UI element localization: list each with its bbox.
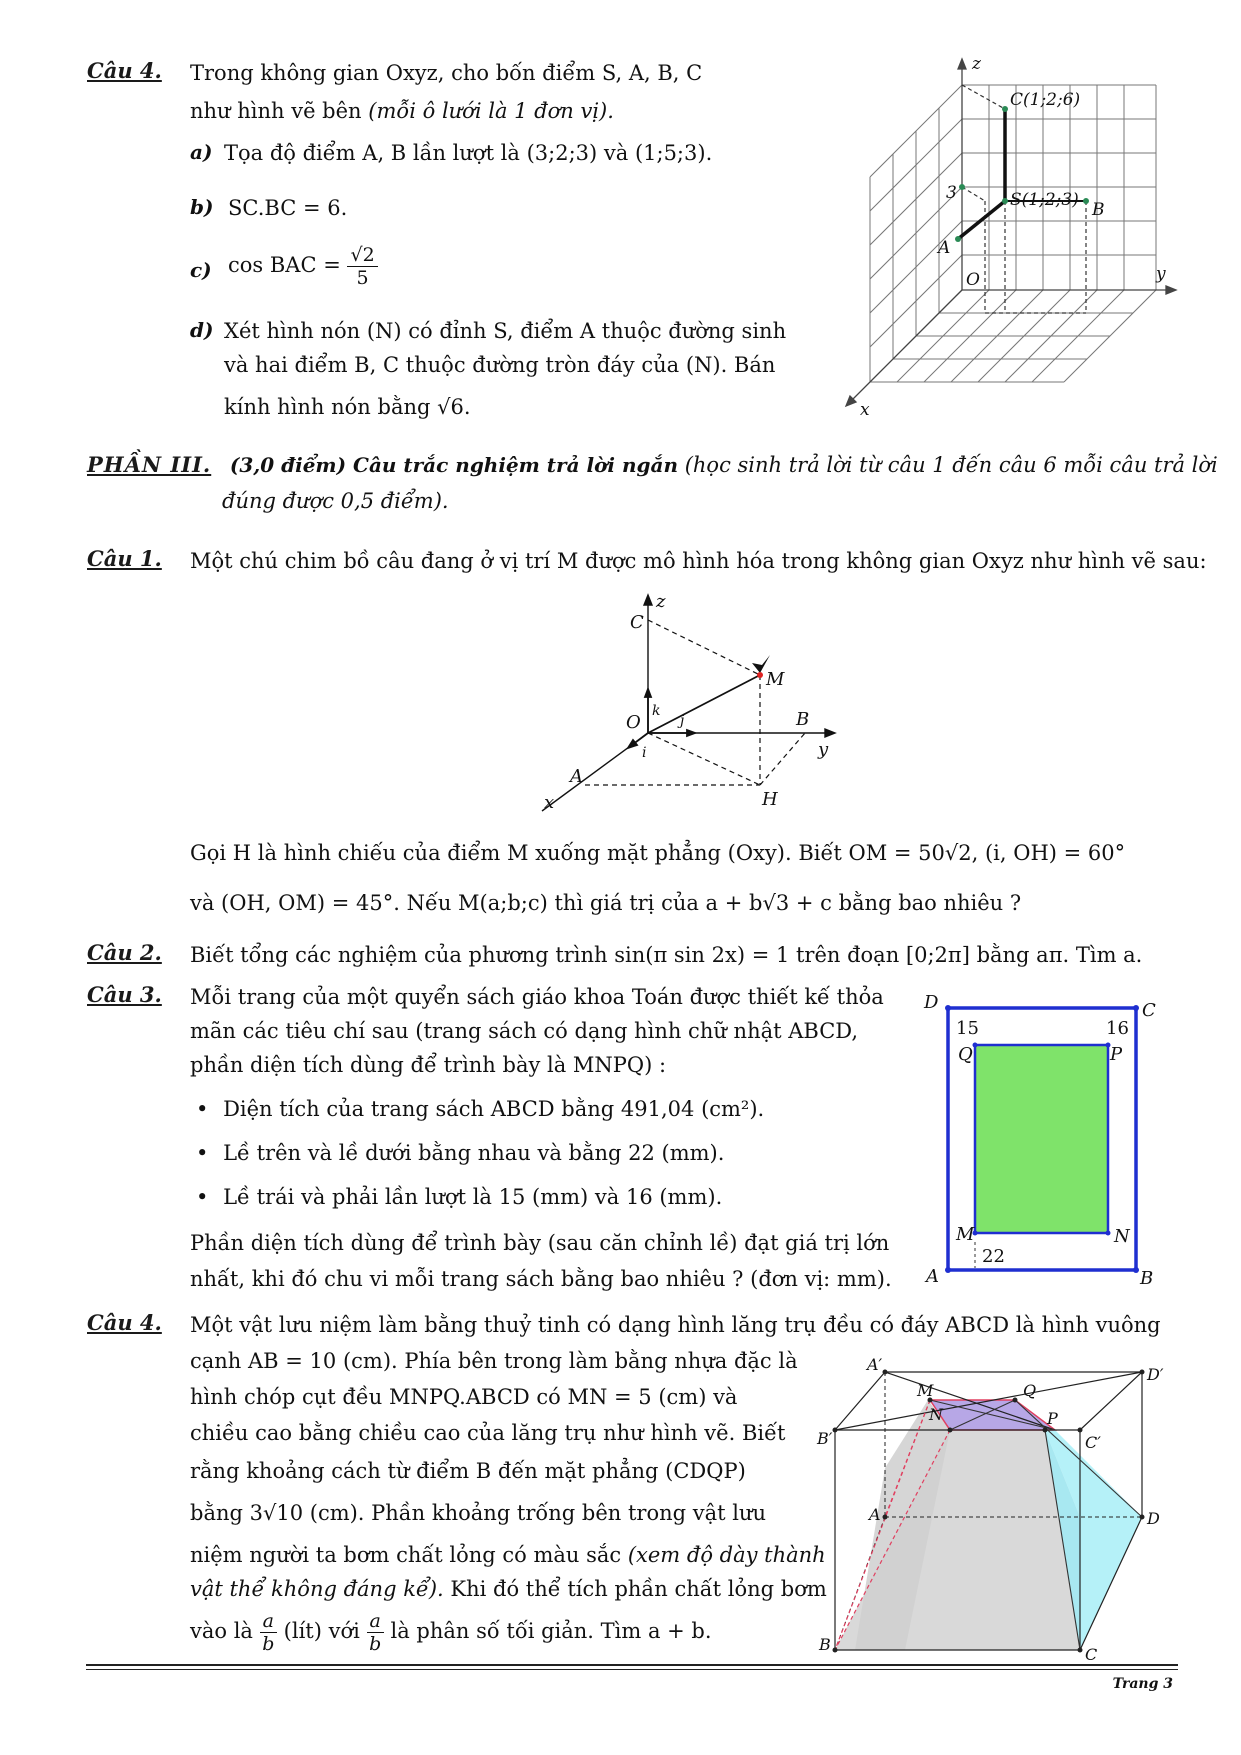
bullet-item: • Lề trái và phải lần lượt là 15 (mm) và 16 (mm). [196, 1185, 723, 1209]
question-text-line3: hình chóp cụt đều MNPQ.ABCD có MN = 5 (cm) và [190, 1385, 738, 1409]
vertex-c1-label: C′ [1085, 1433, 1101, 1452]
point-m-label: M [766, 669, 785, 690]
question-text-line2: mãn các tiêu chí sau (trang sách có dạng hình chữ nhật ABCD, [190, 1019, 859, 1043]
axis-z-label: z [656, 591, 666, 612]
question-text-line5: nhất, khi đó chu vi mỗi trang sách bằng bao nhiêu ? (đơn vị: mm). [190, 1267, 892, 1291]
item-b-label: b) [190, 195, 214, 219]
footer-rule [86, 1664, 1178, 1666]
item-c-text [228, 244, 378, 289]
text: như hình vẽ bên [190, 99, 362, 123]
vertex-b1-label: B′ [817, 1429, 833, 1448]
point-c-label: C(1;2;6) [1010, 90, 1081, 110]
text: niệm người ta bơm chất lỏng có màu sắc [190, 1543, 622, 1567]
bullet-text: Lề trái và phải lần lượt là 15 (mm) và 16 (mm). [223, 1185, 723, 1209]
question-text-line2: cạnh AB = 10 (cm). Phía bên trong làm bằng nhựa đặc là [190, 1349, 798, 1373]
item-b-text: SC.BC = 6. [228, 196, 348, 220]
question-label: Câu 4. [87, 58, 162, 83]
part-points: (3,0 điểm) Câu trắc nghiệm trả lời ngắn [229, 453, 679, 477]
axis-x-label: x [860, 400, 870, 420]
part-note: (học sinh trả lời từ câu 1 đến câu 6 mỗi câu trả lời [684, 453, 1218, 477]
point-s-label: S(1;2;3) [1010, 190, 1079, 210]
vector-j-label: j [680, 713, 685, 729]
item-d-line1: Xét hình nón (N) có đỉnh S, điểm A thuộc đường sinh [224, 319, 787, 343]
question-text-line9 [190, 1610, 712, 1655]
point-a-label: A [938, 238, 951, 258]
axis-z-label: z [972, 54, 981, 74]
corner-q-label: Q [958, 1044, 973, 1065]
vertex-a1-label: A′ [867, 1355, 883, 1374]
question-text: Trong không gian Oxyz, cho bốn điểm S, A, B, C [190, 61, 703, 85]
question-label: Câu 1. [87, 546, 162, 571]
point-a-label: A [570, 766, 583, 787]
corner-p-label: P [1110, 1044, 1123, 1065]
vertex-q-label: Q [1023, 1381, 1037, 1400]
question-text: Một chú chim bồ câu đang ở vị trí M được mô hình hóa trong không gian Oxyz như hình vẽ sau: [190, 549, 1207, 573]
corner-b-label: B [1140, 1268, 1154, 1289]
vertex-d-label: D [1147, 1509, 1160, 1528]
question-text-line5: rằng khoảng cách từ điểm B đến mặt phẳng (CDQP) [190, 1459, 746, 1483]
question-text-line4: Phần diện tích dùng để trình bày (sau căn chỉnh lề) đạt giá trị lớn [190, 1231, 890, 1255]
coordinate-grid-figure [840, 55, 1180, 425]
part-note-line2: đúng được 0,5 điểm). [222, 489, 449, 513]
denominator: b [262, 1633, 275, 1655]
text-italic: (xem độ dày thành [627, 1543, 826, 1567]
book-page-figure [918, 990, 1156, 1290]
origin-label: O [626, 712, 641, 733]
vertex-d1-label: D′ [1147, 1365, 1164, 1384]
fraction [367, 1610, 384, 1655]
corner-m-label: M [956, 1224, 975, 1245]
question-text-line8 [190, 1574, 827, 1604]
text-italic: vật thể không đáng kể). [190, 1577, 444, 1601]
point-h-label: H [762, 789, 778, 810]
question-text-line3: và (OH, OM) = 45°. Nếu M(a;b;c) thì giá trị của a + b√3 + c bằng bao nhiêu ? [190, 891, 1022, 915]
margin-left-value: 15 [956, 1018, 979, 1039]
axis-x-label: x [544, 792, 555, 813]
question-text-line4: chiều cao bằng chiều cao của lăng trụ như hình vẽ. Biết [190, 1421, 786, 1445]
vertex-p-label: P [1047, 1409, 1058, 1428]
content-rect [975, 1045, 1108, 1233]
text: Khi đó thể tích phần chất lỏng bơm [450, 1577, 827, 1601]
question-text-line2: Gọi H là hình chiếu của điểm M xuống mặt phẳng (Oxy). Biết OM = 50√2, (i, OH) = 60° [190, 841, 1126, 865]
fraction [347, 244, 377, 289]
text: là phân số tối giản. Tìm a + b. [390, 1619, 712, 1643]
corner-a-label: A [926, 1266, 939, 1287]
corner-d-label: D [924, 992, 939, 1013]
point-b-label: B [796, 709, 810, 730]
bullet-item: • Lề trên và lề dưới bằng nhau và bằng 22 (mm). [196, 1141, 725, 1165]
point-b-label: B [1092, 200, 1105, 220]
question-text-line6: bằng 3√10 (cm). Phần khoảng trống bên trong vật lưu [190, 1501, 767, 1525]
margin-bottom-value: 22 [982, 1246, 1005, 1267]
item-a-text: Tọa độ điểm A, B lần lượt là (3;2;3) và (1;5;3). [224, 141, 713, 165]
vector-k-label: k [652, 703, 661, 719]
vertex-m-label: M [917, 1381, 934, 1400]
vertex-c-label: C [1085, 1645, 1098, 1664]
denominator: 5 [356, 267, 369, 289]
part-title: PHẦN III. [87, 452, 212, 477]
question-text-line1: Mỗi trang của một quyển sách giáo khoa Toán được thiết kế thỏa [190, 985, 884, 1009]
numerator: a [367, 1610, 384, 1633]
denominator: b [369, 1633, 382, 1655]
vertex-b-label: B [819, 1635, 831, 1654]
vector-i-label: i [642, 745, 647, 761]
part-heading [87, 450, 1218, 480]
corner-c-label: C [1142, 1000, 1156, 1021]
margin-right-value: 16 [1106, 1018, 1129, 1039]
bullet-text: Diện tích của trang sách ABCD bằng 491,04 (cm²). [223, 1097, 765, 1121]
item-a-label: a) [190, 140, 213, 164]
question-text-line7 [190, 1540, 826, 1570]
question-text-line1: Một vật lưu niệm làm bằng thuỷ tinh có dạng hình lăng trụ đều có đáy ABCD là hình vuông [190, 1313, 1161, 1337]
origin-label: O [966, 270, 980, 290]
axis-y-label: y [1156, 264, 1166, 284]
question-text-line2 [190, 96, 614, 126]
numerator: a [260, 1610, 277, 1633]
frustum-figure [817, 1355, 1185, 1664]
question-label: Câu 3. [87, 982, 162, 1007]
numerator: √2 [347, 244, 377, 267]
question-text-line3: phần diện tích dùng để trình bày là MNPQ) : [190, 1053, 667, 1077]
footer-rule-thin [86, 1669, 1178, 1670]
text: (lít) với [283, 1619, 360, 1643]
page-number: Trang 3 [1112, 1676, 1173, 1692]
point-c-label: C [630, 612, 644, 633]
corner-n-label: N [1114, 1226, 1130, 1247]
bullet-item: • Diện tích của trang sách ABCD bằng 491,04 (cm²). [196, 1097, 765, 1121]
question-text: Biết tổng các nghiệm của phương trình sin(π sin 2x) = 1 trên đoạn [0;2π] bằng aπ. Tìm a. [190, 943, 1143, 967]
text: vào là [190, 1619, 253, 1643]
vertex-a-label: A [869, 1505, 881, 1524]
fraction [260, 1610, 277, 1655]
axis-y-label: y [818, 739, 829, 760]
tick-3-label: 3 [946, 183, 957, 203]
item-d-line2: và hai điểm B, C thuộc đường tròn đáy của (N). Bán [224, 353, 776, 377]
question-label: Câu 2. [87, 940, 162, 965]
item-d-label: d) [190, 318, 214, 342]
text-italic: (mỗi ô lưới là 1 đơn vị). [368, 99, 614, 123]
pigeon-figure [530, 585, 850, 815]
item-c-label: c) [190, 258, 212, 282]
bullet-text: Lề trên và lề dưới bằng nhau và bằng 22 (mm). [223, 1141, 725, 1165]
item-d-line3: kính hình nón bằng √6. [224, 395, 471, 419]
formula: cos BAC = [228, 253, 341, 277]
vertex-n-label: N [929, 1405, 943, 1424]
question-label: Câu 4. [87, 1310, 162, 1335]
